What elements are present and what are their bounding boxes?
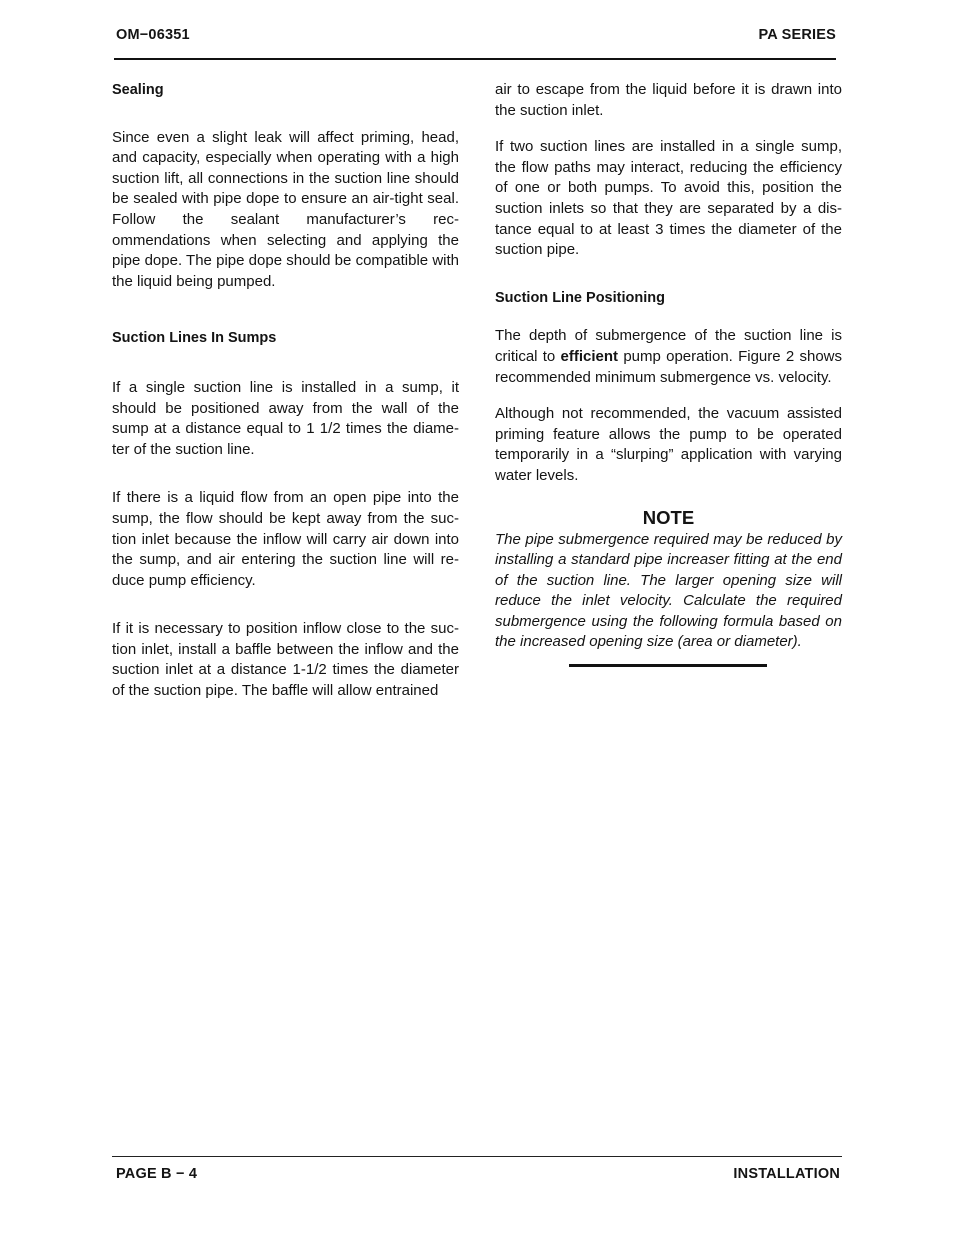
positioning-heading: Suction Line Positioning (495, 289, 665, 306)
note-end-rule (569, 664, 767, 667)
right-column (495, 80, 842, 667)
page-number: PAGE B − 4 (116, 1166, 198, 1182)
sumps-paragraph-1: If a single suction line is installed in a sump, it should be positioned away from the wall of the sump at a distance equal to 1 1/2 times the diame-ter of the suction line. (112, 378, 459, 458)
two-suction-lines-paragraph: If two suction lines are installed in a single sump, the flow paths may interact, reducing the efficiency of one or both pumps. To avoid this, position the suction inlets so that they are separated by a dis-tance equal to at least 3 times the diameter of the suction pipe. (495, 138, 842, 259)
header-divider (114, 58, 836, 60)
sealing-paragraph: Since even a slight leak will affect priming, head, and capacity, especially when operating with a high suction lift, all connections in the suction line should be sealed with pipe dope to ensure an air-tight seal. Follow the sealant manufacturer’s rec-ommendations when selecting and applying the pipe dope. The pipe dope should be compatible with the liquid being pumped. (112, 128, 459, 290)
positioning-text-start: The depth of submergence of the suction line is critical to (495, 327, 842, 365)
sumps-heading: Suction Lines In Sumps (112, 330, 277, 347)
section-title: INSTALLATION (733, 1166, 840, 1182)
positioning-text-end: pump operation. Figure 2 shows recommended minimum submergence vs. velocity. (495, 347, 842, 386)
document-number: OM−06351 (116, 27, 190, 43)
sealing-heading: Sealing (112, 82, 164, 98)
note-body: The pipe submergence required may be reduced by installing a standard pipe increaser fitting at the end of the suction line. The larger opening size will reduce the inlet velocity. Calculate the required submergence using the following formula based on the increased opening size (area or diameter). (495, 530, 842, 651)
vacuum-priming-paragraph: Although not recommended, the vacuum assisted priming feature allows the pump to be operated temporarily in a “slurping” application with varying water levels. (495, 405, 842, 484)
sumps-paragraph-3: If it is necessary to position inflow close to the suc-tion inlet, install a baffle between the inflow and the suction inlet at a distance 1-1/2 times the diameter of the suction pipe. The baffle will allow entrained (112, 620, 459, 700)
left-column (112, 80, 459, 702)
note-title: NOTE (642, 506, 695, 528)
footer-divider (112, 1156, 842, 1157)
continued-paragraph: air to escape from the liquid before it is drawn into the suction inlet. (495, 81, 842, 119)
emphasis-efficient: efficient (560, 347, 619, 365)
series-title: PA SERIES (758, 27, 836, 43)
positioning-paragraph (495, 326, 842, 388)
sumps-paragraph-2: If there is a liquid flow from an open pipe into the sump, the flow should be kept away from the suc-tion inlet because the inflow will carry air down into the sump, and air entering the suction line will re-duce pump efficiency. (112, 489, 459, 589)
